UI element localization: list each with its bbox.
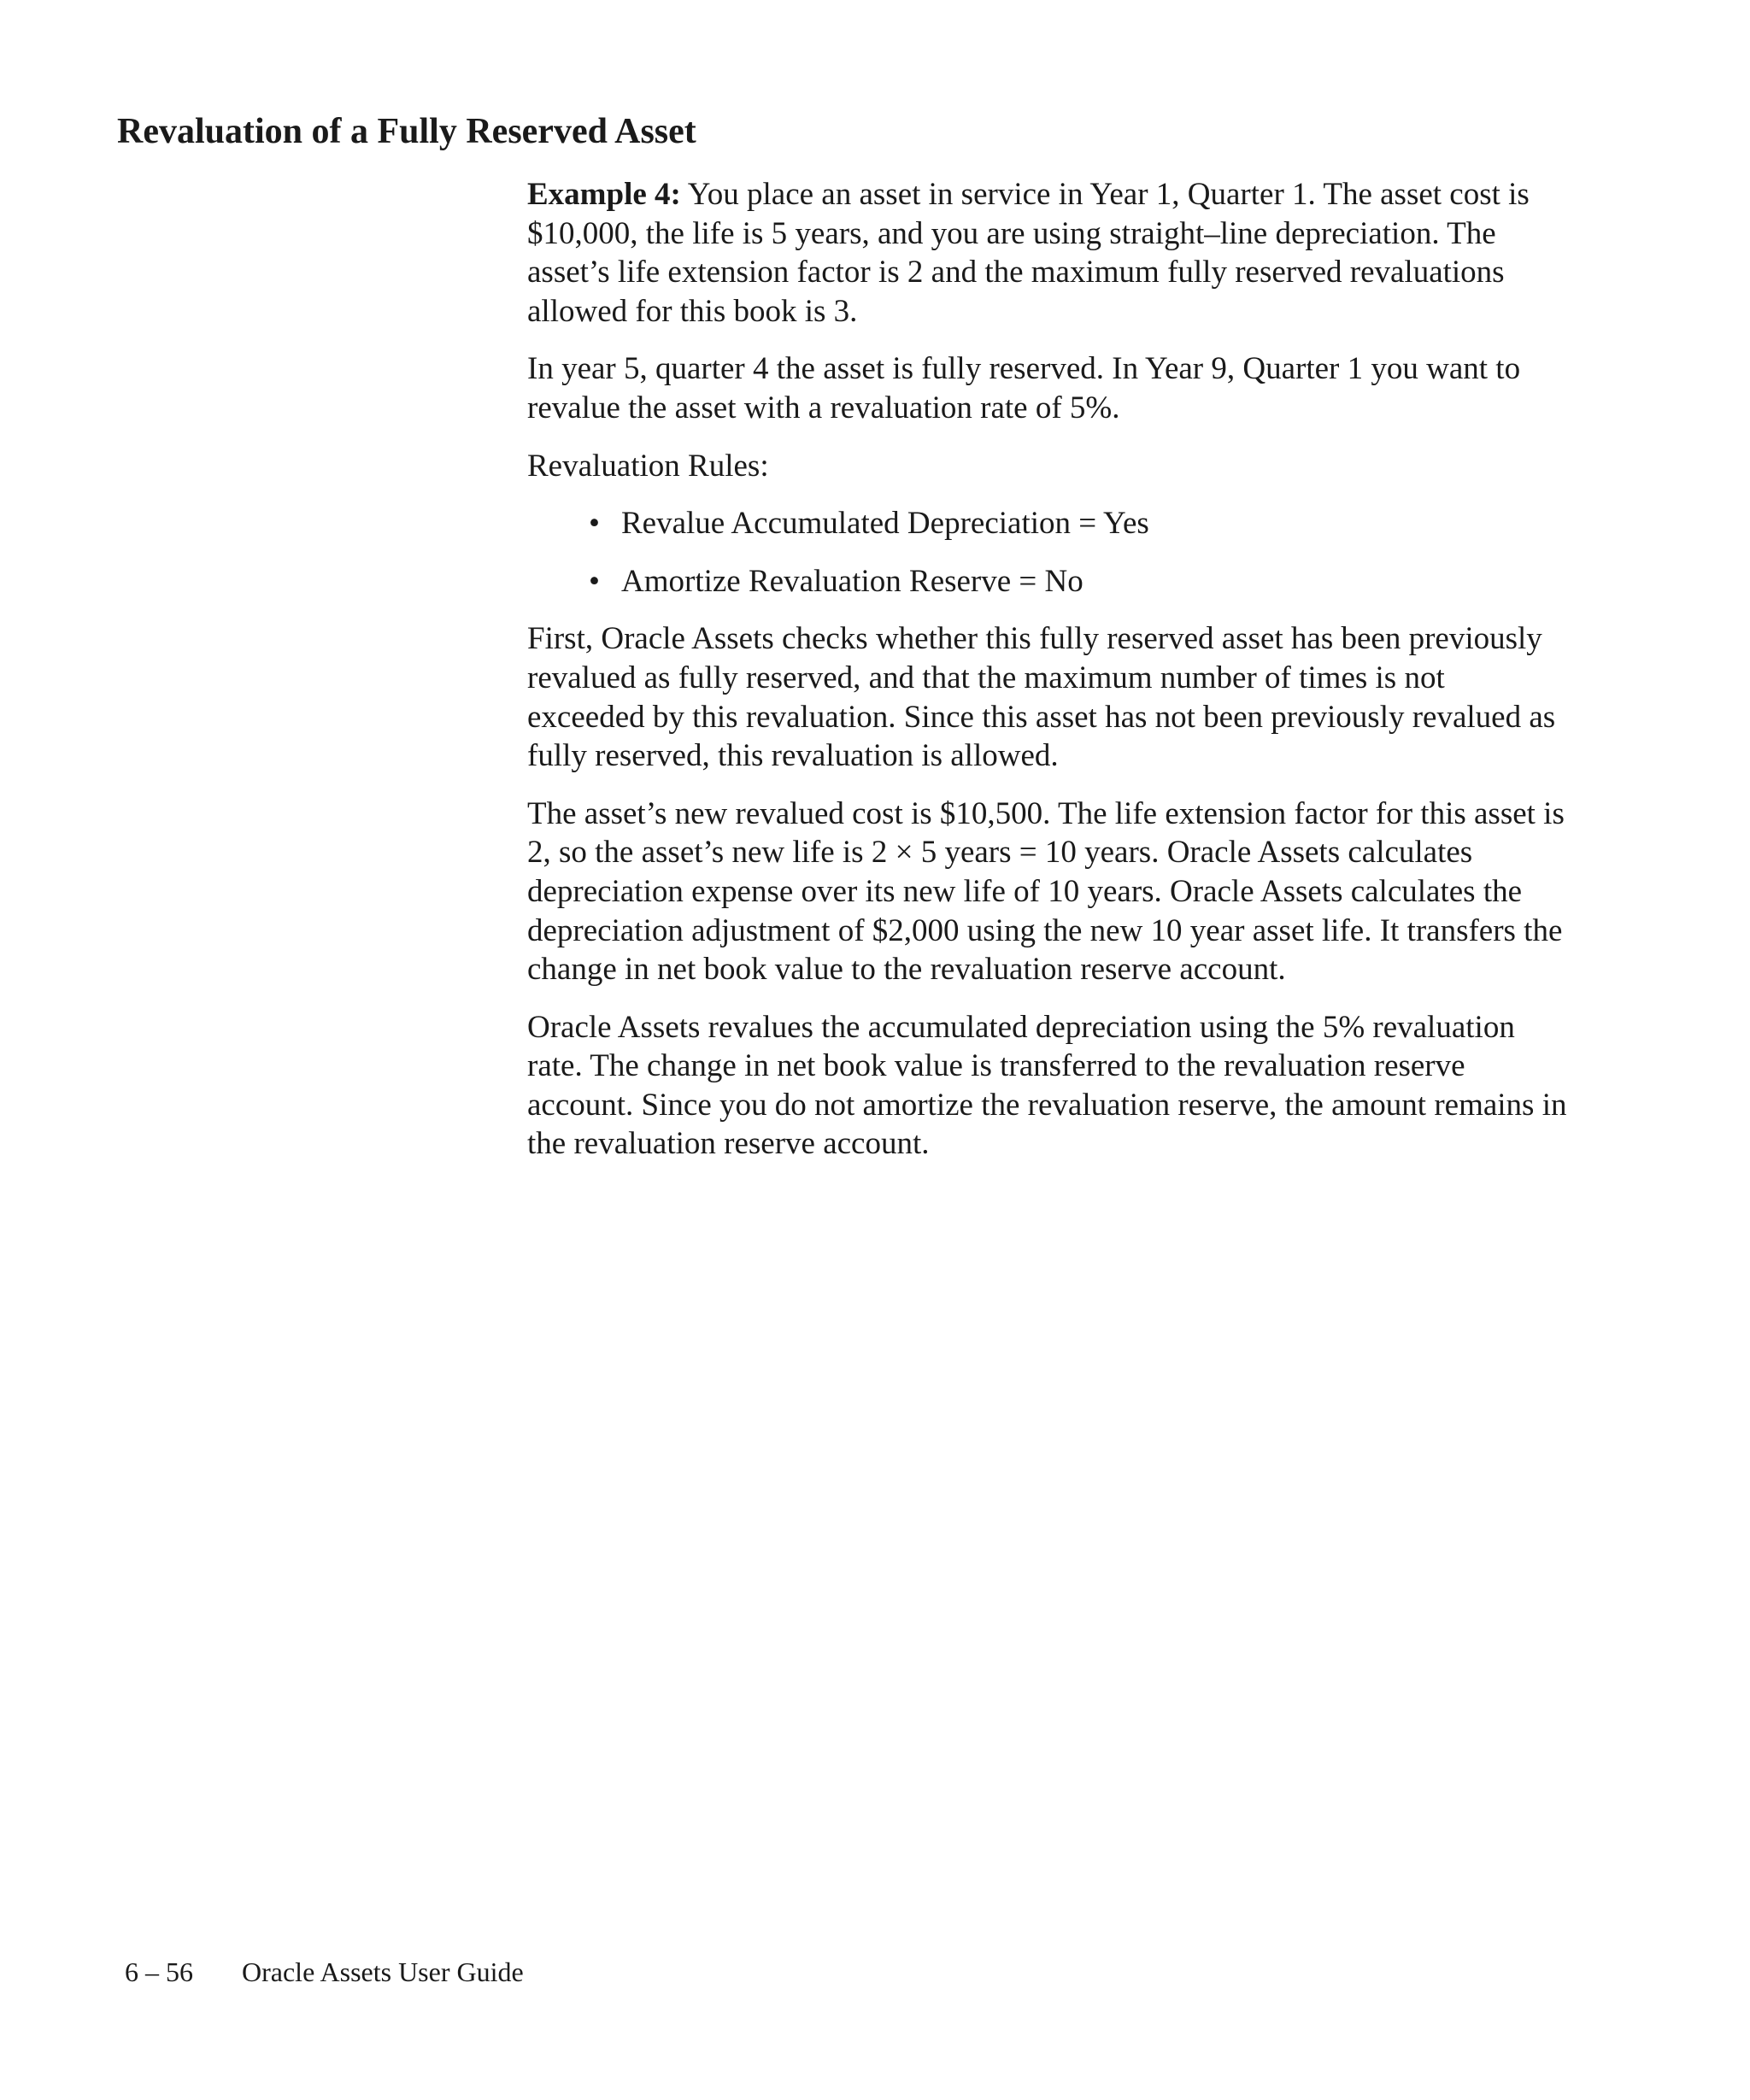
guide-title: Oracle Assets User Guide — [242, 1956, 524, 1987]
paragraph-revalue-depreciation: Oracle Assets revalues the accumulated depreciation using the 5% revaluation rate. The change in net book value is transferred to the revaluation reserve account. Since you do not amortize the revaluation reserve, the amount remains in the revaluation reserve account. — [527, 1009, 1567, 1162]
rules-intro: Revaluation Rules: — [527, 448, 769, 484]
bullet-icon: • — [589, 563, 600, 599]
body-text — [527, 175, 1570, 1182]
list-item — [527, 562, 1570, 601]
paragraph-fully-reserved: In year 5, quarter 4 the asset is fully reserved. In Year 9, Quarter 1 you want to revalue the asset with a revaluation rate of 5%. — [527, 351, 1521, 425]
list-item — [527, 504, 1570, 543]
paragraph-new-cost: The asset’s new revalued cost is $10,500. The life extension factor for this asset is 2, so the asset’s new life is 2 × 5 years = 10 years. Oracle Assets calculates depreciation expense over its new life of 10 years. Oracle Assets calculates the depreciation adjustment of $2,000 using the new 10 year asset life. It transfers the change in net book value to the revaluation reserve account. — [527, 795, 1565, 988]
example-label: Example 4: — [527, 177, 681, 212]
section-heading: Revaluation of a Fully Reserved Asset — [117, 112, 696, 151]
rule-text: Revalue Accumulated Depreciation = Yes — [621, 506, 1149, 542]
rule-text: Amortize Revaluation Reserve = No — [621, 563, 1083, 599]
page-number: 6 – 56 — [125, 1956, 193, 1987]
rules-list — [527, 504, 1570, 601]
example-text: You place an asset in service in Year 1, Quarter 1. The asset cost is $10,000, the life is 5 years, and you are using straight–line depreciation. The asset’s life extension factor is 2 and the maximum fully reserved revaluations allowed for this book is 3. — [527, 177, 1530, 329]
paragraph-check: First, Oracle Assets checks whether this fully reserved asset has been previously revalued as fully reserved, and that the maximum number of times is not exceeded by this revaluation. Since this asset has not been previously revalued as fully reserved, this revaluation is allowed. — [527, 621, 1556, 774]
example-paragraph — [527, 175, 1570, 331]
page-footer — [125, 1955, 524, 1989]
bullet-icon: • — [589, 506, 600, 542]
